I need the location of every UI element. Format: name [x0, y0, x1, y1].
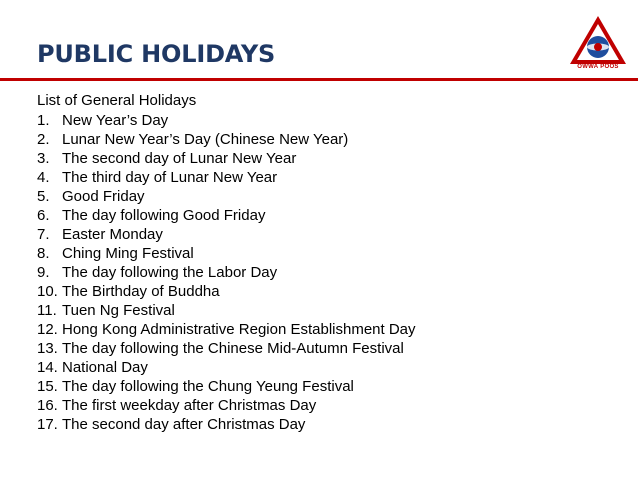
- list-item: [37, 358, 416, 377]
- list-item-number: 16.: [37, 396, 58, 414]
- slide-title: PUBLIC HOLIDAYS: [37, 40, 276, 68]
- list-item: [37, 130, 416, 149]
- list-item-number: 2.: [37, 130, 50, 148]
- list-item-text: National Day: [62, 358, 148, 376]
- list-item-number: 7.: [37, 225, 50, 243]
- list-item: [37, 225, 416, 244]
- list-item-number: 11.: [37, 301, 57, 319]
- list-item-number: 14.: [37, 358, 58, 376]
- list-item: [37, 320, 416, 339]
- list-item-text: The day following the Chung Yeung Festival: [62, 377, 354, 395]
- list-item-number: 8.: [37, 244, 50, 262]
- list-item-text: The day following Good Friday: [62, 206, 266, 224]
- list-item-number: 10.: [37, 282, 58, 300]
- list-item-text: Hong Kong Administrative Region Establishment Day: [62, 320, 416, 338]
- list-item: [37, 206, 416, 225]
- list-item: [37, 263, 416, 282]
- triangle-logo-icon: [568, 14, 628, 66]
- list-item: [37, 282, 416, 301]
- list-item: [37, 415, 416, 434]
- list-item: [37, 187, 416, 206]
- list-item-number: 9.: [37, 263, 50, 281]
- list-item-text: The first weekday after Christmas Day: [62, 396, 317, 414]
- list-item-number: 6.: [37, 206, 50, 224]
- list-item-text: Ching Ming Festival: [62, 244, 194, 262]
- owwa-logo: [568, 14, 628, 74]
- list-item-number: 3.: [37, 149, 50, 167]
- list-item-text: The day following the Labor Day: [62, 263, 278, 281]
- list-item-text: The Birthday of Buddha: [62, 282, 220, 300]
- list-item: [37, 244, 416, 263]
- list-item: [37, 396, 416, 415]
- list-item: [37, 168, 416, 187]
- list-item-number: 17.: [37, 415, 58, 433]
- list-item: [37, 339, 416, 358]
- list-item: [37, 111, 416, 130]
- list-item: [37, 149, 416, 168]
- list-item-text: The day following the Chinese Mid-Autumn Festival: [62, 339, 404, 357]
- list-item-text: Good Friday: [62, 187, 145, 205]
- list-heading: List of General Holidays: [37, 92, 197, 109]
- list-item-number: 1.: [37, 111, 50, 129]
- list-item-number: 13.: [37, 339, 58, 357]
- list-item-text: The second day after Christmas Day: [62, 415, 306, 433]
- list-item-number: 4.: [37, 168, 50, 186]
- list-item-number: 15.: [37, 377, 58, 395]
- list-item: [37, 301, 416, 320]
- list-item-text: New Year’s Day: [62, 111, 169, 129]
- list-item-text: The third day of Lunar New Year: [62, 168, 278, 186]
- list-item: [37, 377, 416, 396]
- list-item-text: Tuen Ng Festival: [62, 301, 175, 319]
- list-item-text: Easter Monday: [62, 225, 163, 243]
- logo-caption: OWWA POOS: [577, 64, 619, 70]
- list-item-text: Lunar New Year’s Day (Chinese New Year): [62, 130, 349, 148]
- list-item-number: 5.: [37, 187, 50, 205]
- holiday-list: [37, 111, 416, 434]
- title-divider: [0, 78, 638, 81]
- list-item-text: The second day of Lunar New Year: [62, 149, 297, 167]
- list-item-number: 12.: [37, 320, 58, 338]
